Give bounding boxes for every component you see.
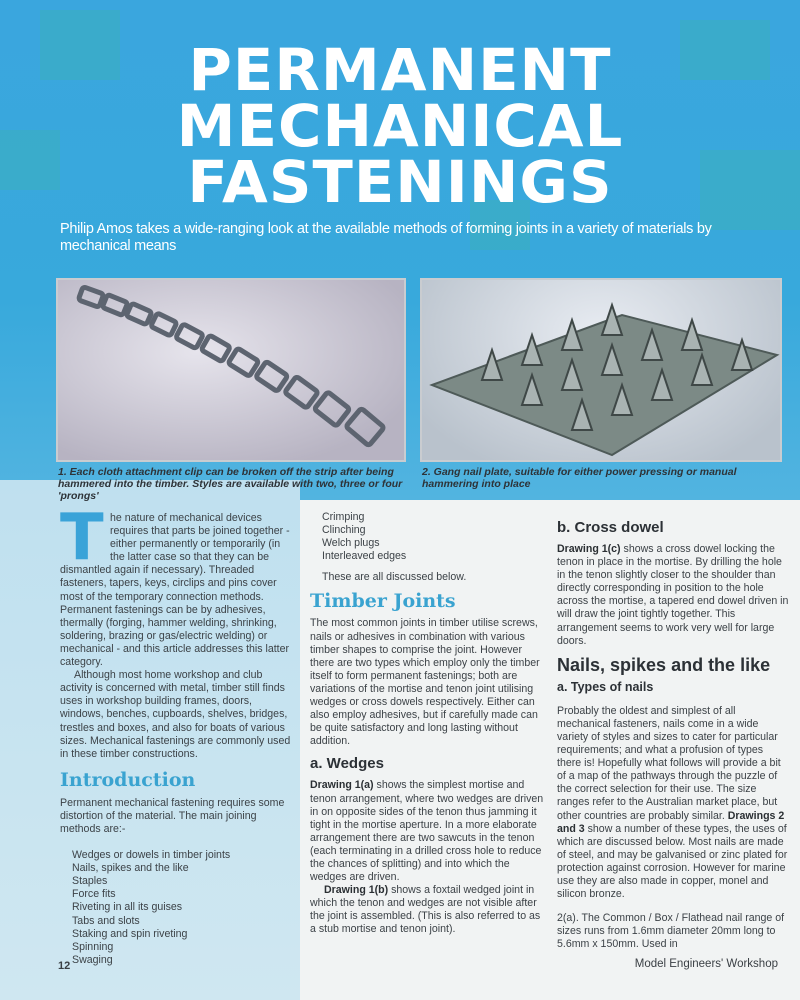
paragraph [557,705,790,901]
list-item: Staples [72,875,108,888]
list-item: Tabs and slots [72,914,140,927]
column-1 [60,501,292,967]
list-item: Clinching [322,524,366,537]
page-number: 12 [58,960,71,972]
methods-list-continued [310,511,545,563]
paragraph: The most common joints in timber utilise screws, nails or adhesives in combination with various timber shapes to comprise the joint. However there are two types which employ only the timber itself to form permanent fastenings; both are variations of the mortise and tenon joint utilising wedges or cross dowels respectively. Either can also employ adhesives, but if carefully made can be quite satisfactory and long lasting without addition. [310,617,540,748]
list-item: Spinning [72,940,114,953]
list-item: Interleaved edges [322,550,407,563]
list-item: Crimping [322,511,365,523]
photo-clip-strip [56,278,406,462]
drawing-reference: Drawing 1(a) [310,779,374,792]
list-item: Staking and spin riveting [72,927,188,940]
paragraph [557,543,790,648]
text: shows a cross dowel locking the tenon in place in the mortise. By drilling the hole in the tenon slightly closer to the shoulder than directly corresponding in position to the hole across the mortise, a tapered end dowel driven in will draw the joint tightly together. This arrangement seems to work very well for large doors. [557,543,789,647]
heading-timber-joints: Timber Joints [310,590,456,613]
standfirst: Philip Amos takes a wide-ranging look at the available methods of forming joints in a variety of materials by mechanical means [60,221,712,254]
drawing-reference: Drawing 1(c) [557,543,621,555]
title-line: FASTENINGS [187,148,613,216]
subheading-types-of-nails: a. Types of nails [557,679,654,694]
paragraph [310,884,545,936]
subheading-wedges: a. Wedges [310,755,384,773]
list-item: Force fits [72,888,116,901]
paragraph: 2(a). The Common / Box / Flathead nail range of sizes runs from 1.6mm diameter 20mm long to 5.6mm x 150mm. Used in [557,912,785,951]
clip-strip-illustration [58,280,406,462]
text: shows the simplest mortise and tenon arrangement, where two wedges are driven in on opposite sides of the tenon thus jamming it tight in the mortise aperture. In a more elaborate arrangement there are two sawcuts in the tenon (each terminating in a drilled cross hole to reduce the chances of splitting) and into which the wedges are driven. [310,779,544,884]
heading-introduction: Introduction [60,768,196,791]
subheading-cross-dowel: b. Cross dowel [557,519,664,536]
drawing-reference: Drawings 2 and 3 [557,809,785,835]
text: shows a foxtail wedged joint in which the tenon and wedges are not visible after the joint is assembled. (This is also referred to as a stub mortise and tenon joint). [310,884,541,936]
methods-list [60,849,292,967]
title-line: MECHANICAL [176,92,624,160]
paragraph: Permanent mechanical fastening requires some distortion of the material. The main joining methods are:- [60,796,285,835]
list-item: Wedges or dowels in timber joints [72,849,231,862]
column-2 [310,511,545,937]
list-item: Swaging [72,953,113,966]
article-title [0,36,800,216]
text: Probably the oldest and simplest of all mechanical fasteners, nails come in a wide variety of styles and sizes to cater for particular requirements; and what a profusion of types there is! Hopefully what follows will provide a bit of a map of the pathways through the puzzle of the correct selection for their use. The size ranges refer to the Australian market place, but other countries are probably similar. [557,704,781,822]
list-item: Welch plugs [322,537,380,550]
drop-cap: T [60,501,104,575]
title-line: PERMANENT [188,36,612,104]
list-item: Nails, spikes and the like [72,862,189,875]
heading-nails: Nails, spikes and the like [557,654,771,675]
gang-nail-plate-illustration [422,280,782,462]
drawing-reference: Drawing 1(b) [324,884,389,897]
paragraph: These are all discussed below. [322,571,467,584]
caption-photo-1: 1. Each cloth attachment clip can be broken off the strip after being hammered into the timber. Styles are available with two, three or four 'prongs' [58,466,403,502]
paragraph: he nature of mechanical devices requires that parts be joined together - either permanently or temporarily (in the latter case so that they can be dismantled again if necessary). Threaded fasteners, tapers, keys, circlips and pins cover most of the temporary connection methods. Permanent fastenings can be by adhesives, thermally (forging, hammer welding, shrinking, soldering, brazing or gas/electric welding) or mechanical - and this article addresses this latter category. [60,512,290,669]
text: show a number of these types, the uses of which are discussed below. Most nails are made of steel, and may be galvanised or zinc plated for protection against corrosion. However for marine use they are also made in copper, monel and silicon bronze. [557,822,788,901]
column-3 [557,519,790,951]
photo-gang-nail-plate [420,278,782,462]
list-item: Riveting in all its guises [72,901,183,914]
paragraph [310,779,545,884]
caption-photo-2: 2. Gang nail plate, suitable for either power pressing or manual hammering into place [422,466,737,490]
paragraph: Although most home workshop and club activity is concerned with metal, timber still finds uses in workshop building frames, doors, windows, benches, cupboards, shelves, bridges, trestles and boxes, and also for boats of various sizes. Mechanical fastenings are commonly used in these timber constructions. [60,669,291,760]
magazine-name: Model Engineers' Workshop [634,958,778,970]
